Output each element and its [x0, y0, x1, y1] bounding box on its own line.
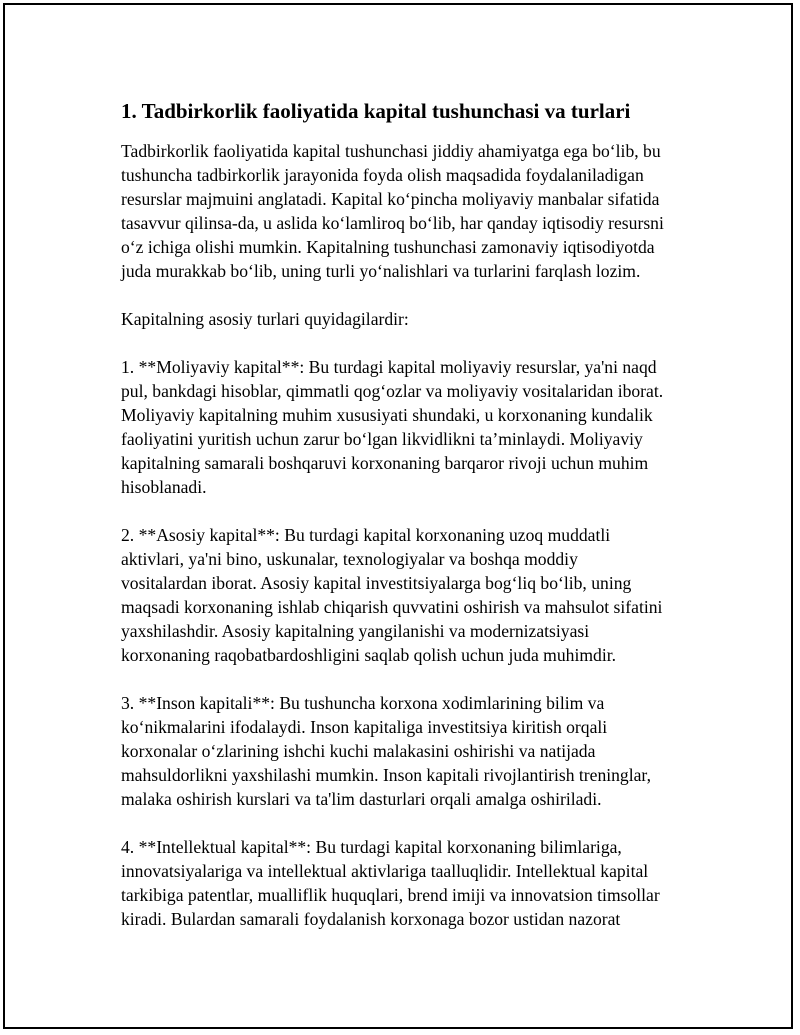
text-line: 2. **Asosiy kapital**: Bu turdagi kapital korxonaning uzoq muddatli	[121, 525, 611, 545]
text-line: malaka oshirish kurslari va ta'lim dasturlari orqali amalga oshiriladi.	[121, 789, 602, 809]
text-line: yaxshilashdir. Asosiy kapitalning yangilanishi va modernizatsiyasi	[121, 621, 590, 641]
text-line: tasavvur qilinsa-da, u aslida ko‘lamliroq bo‘lib, har qanday iqtisodiy resursni	[121, 213, 664, 233]
document-page	[3, 3, 793, 1029]
text-line: kiradi. Bulardan samarali foydalanish korxonaga bozor ustidan nazorat	[121, 909, 621, 929]
text-line: resurslar majmuini anglatadi. Kapital ko‘pincha moliyaviy manbalar sifatida	[121, 189, 660, 209]
text-line: mahsuldorlikni yaxshilashi mumkin. Inson kapitali rivojlantirish treninglar,	[121, 765, 651, 785]
paragraph-intro	[121, 139, 691, 283]
text-line: Tadbirkorlik faoliyatida kapital tushunchasi jiddiy ahamiyatga ega bo‘lib, bu	[121, 141, 661, 161]
text-line: tarkibiga patentlar, mualliflik huquqlari, brend imiji va innovatsion timsollar	[121, 885, 660, 905]
text-line: o‘z ichiga olishi mumkin. Kapitalning tushunchasi zamonaviy iqtisodiyotda	[121, 237, 655, 257]
paragraph-list-intro	[121, 307, 691, 331]
text-line: faoliyatini yuritish uchun zarur bo‘lgan likvidlikni ta’minlaydi. Moliyaviy	[121, 429, 643, 449]
text-line: aktivlari, ya'ni bino, uskunalar, texnologiyalar va boshqa moddiy	[121, 549, 578, 569]
paragraph-intellectual-capital	[121, 835, 691, 931]
text-line: kapitalning samarali boshqaruvi korxonaning barqaror rivoji uchun muhim	[121, 453, 649, 473]
text-line: Moliyaviy kapitalning muhim xususiyati shundaki, u korxonaning kundalik	[121, 405, 653, 425]
text-line: korxonalar o‘zlarining ishchi kuchi malakasini oshirishi va natijada	[121, 741, 596, 761]
text-line: vositalardan iborat. Asosiy kapital investitsiyalarga bog‘liq bo‘lib, uning	[121, 573, 632, 593]
text-line: 1. **Moliyaviy kapital**: Bu turdagi kapital moliyaviy resurslar, ya'ni naqd	[121, 357, 657, 377]
paragraph-human-capital	[121, 691, 691, 811]
text-line: tushuncha tadbirkorlik jarayonida foyda olish maqsadida foydalaniladigan	[121, 165, 644, 185]
text-line: 4. **Intellektual kapital**: Bu turdagi kapital korxonaning bilimlariga,	[121, 837, 622, 857]
text-line: ko‘nikmalarini ifodalaydi. Inson kapitaliga investitsiya kiritish orqali	[121, 717, 608, 737]
text-line: pul, bankdagi hisoblar, qimmatli qog‘ozlar va moliyaviy vositalaridan iborat.	[121, 381, 664, 401]
text-line: korxonaning raqobatbardoshligini saqlab qolish uchun juda muhimdir.	[121, 645, 616, 665]
text-line: maqsadi korxonaning ishlab chiqarish quvvatini oshirish va mahsulot sifatini	[121, 597, 663, 617]
paragraph-fixed-capital	[121, 523, 691, 667]
text-line: hisoblanadi.	[121, 477, 207, 497]
text-line: juda murakkab bo‘lib, uning turli yo‘nalishlari va turlarini farqlash lozim.	[121, 261, 641, 281]
text-line: 3. **Inson kapitali**: Bu tushuncha korxona xodimlarining bilim va	[121, 693, 605, 713]
section-heading: 1. Tadbirkorlik faoliyatida kapital tushunchasi va turlari	[121, 99, 631, 123]
document-body	[121, 97, 691, 955]
text-line: Kapitalning asosiy turlari quyidagilardir:	[121, 309, 409, 329]
paragraph-financial-capital	[121, 355, 691, 499]
text-line: innovatsiyalariga va intellektual aktivlariga taalluqlidir. Intellektual kapital	[121, 861, 649, 881]
